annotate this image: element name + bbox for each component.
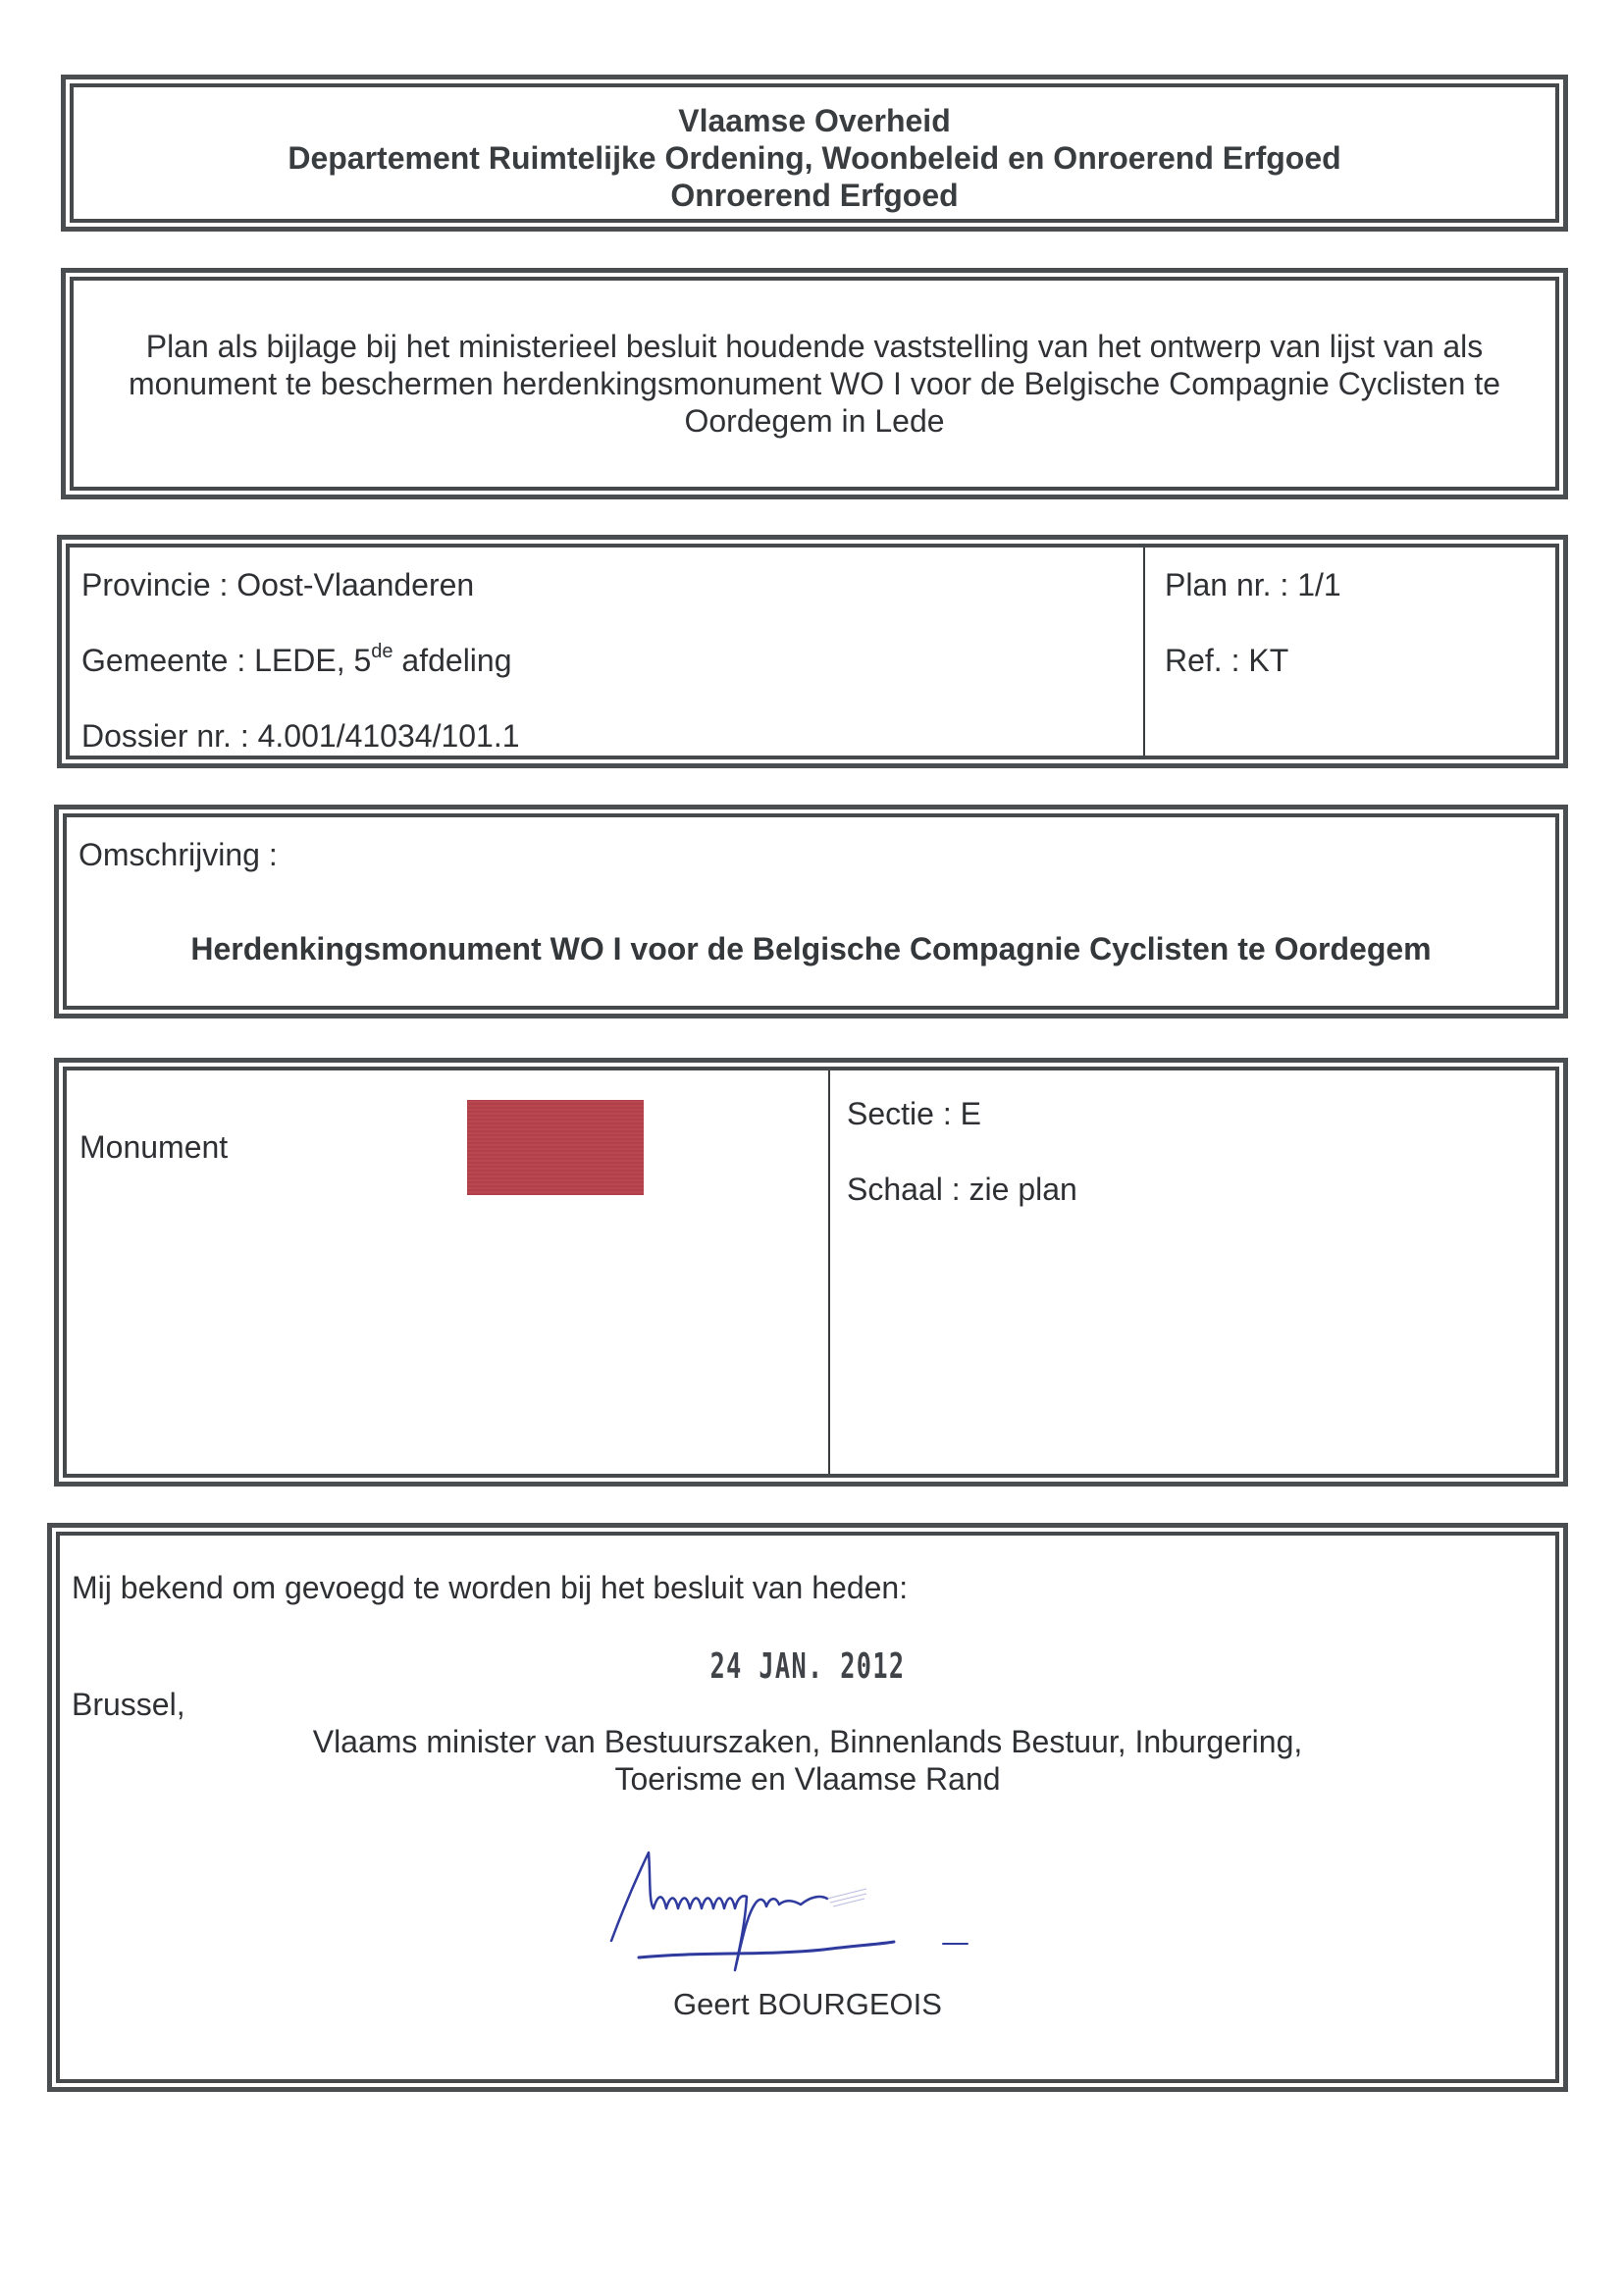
description-box [54,805,1568,1018]
date-stamp: 24 JAN. 2012 [709,1646,906,1687]
description-value: Herdenkingsmonument WO I voor de Belgische Compagnie Cyclisten te Oordegem [190,931,1432,966]
title-box-inner [70,277,1559,491]
description-label: Omschrijving : [79,837,278,872]
legend-column-divider [828,1070,830,1474]
signatory-name: Geert BOURGEOIS [673,1987,942,2021]
signature-box-inner [56,1532,1559,2083]
sectie-field: Sectie : E [847,1096,981,1131]
title-line-2: monument te beschermen herdenkingsmonument WO I voor de Belgische Compagnie Cyclisten te [128,366,1501,401]
info-column-divider [1143,548,1145,756]
info-box [57,535,1568,768]
statement-text: Mij bekend om gevoegd te worden bij het besluit van heden: [72,1570,909,1605]
agency-name: Onroerend Erfgoed [670,178,959,213]
signature-box [47,1523,1568,2092]
gemeente-superscript: de [371,641,393,662]
title-line-1: Plan als bijlage bij het ministerieel besluit houdende vaststelling van het ontwerp van lijst van als [145,329,1484,364]
gemeente-suffix: afdeling [393,643,512,678]
place-text: Brussel, [72,1687,185,1722]
department-name: Departement Ruimtelijke Ordening, Woonbeleid en Onroerend Erfgoed [288,140,1341,176]
header-box [61,75,1568,232]
signature-icon [609,1848,1051,1995]
minister-title-line-2: Toerisme en Vlaamse Rand [614,1761,1001,1797]
header-box-inner [70,83,1559,223]
date-stamp-wrapper [60,1646,1555,1687]
dossier-field: Dossier nr. : 4.001/41034/101.1 [81,718,520,754]
description-box-inner [63,813,1559,1010]
info-box-inner [66,544,1559,759]
legend-swatch-monument [467,1100,644,1195]
legend-box-inner [63,1067,1559,1478]
title-box [61,268,1568,499]
schaal-field: Schaal : zie plan [847,1172,1077,1207]
legend-box [54,1058,1568,1487]
gemeente-field [81,641,512,678]
legend-label-monument: Monument [79,1129,229,1165]
gemeente-prefix: Gemeente : LEDE, 5 [81,643,372,678]
plan-number-field: Plan nr. : 1/1 [1165,567,1341,602]
organization-name: Vlaamse Overheid [678,103,951,138]
provincie-field: Provincie : Oost-Vlaanderen [81,567,475,602]
reference-field: Ref. : KT [1165,643,1289,678]
minister-title-line-1: Vlaams minister van Bestuurszaken, Binnenlands Bestuur, Inburgering, [312,1724,1303,1759]
title-line-3: Oordegem in Lede [684,403,945,439]
